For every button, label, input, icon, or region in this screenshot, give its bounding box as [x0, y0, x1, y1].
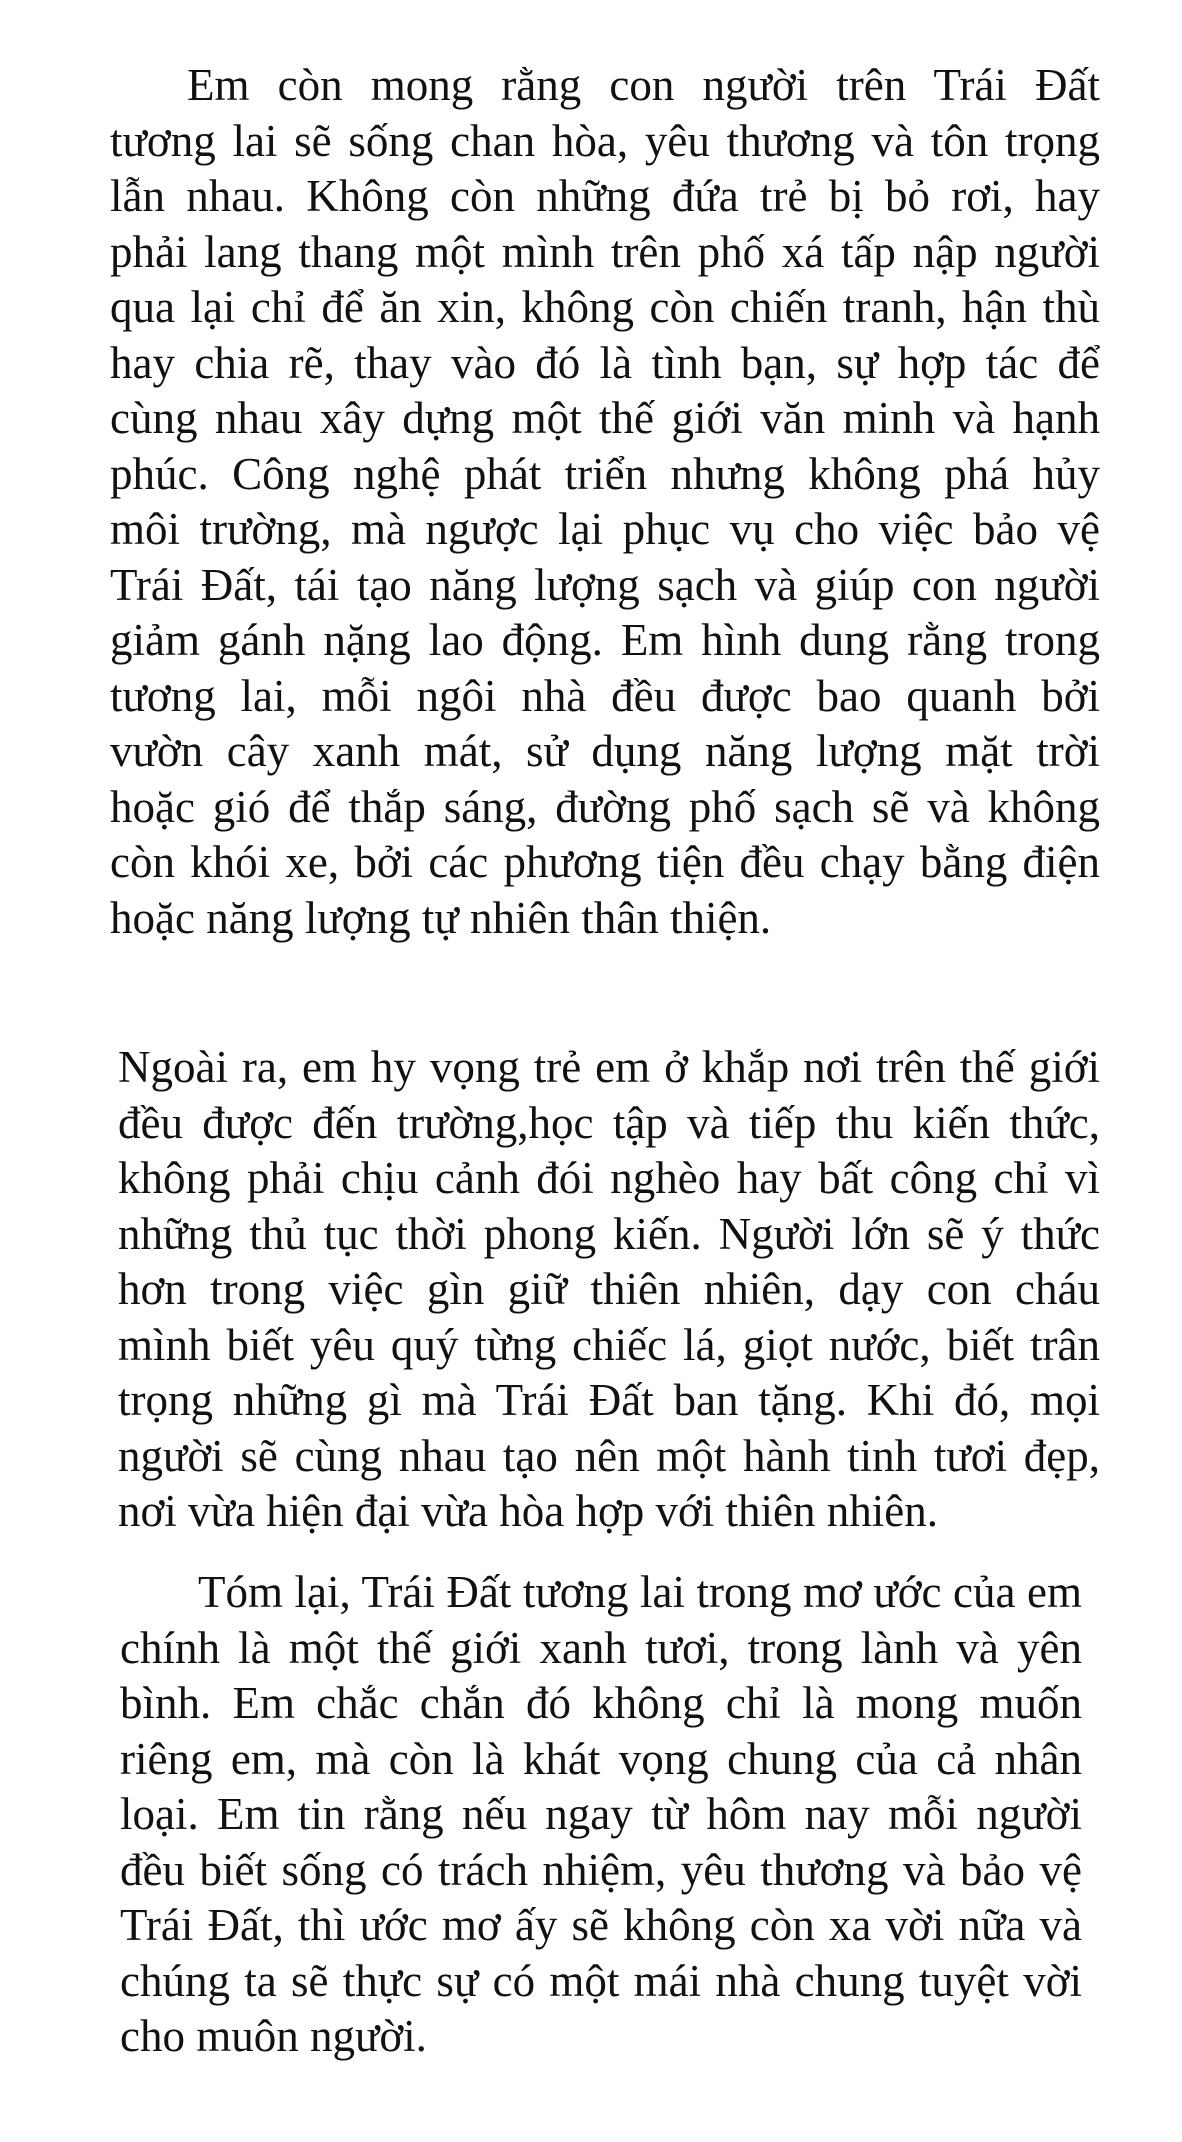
paragraph-children-education: [118, 1040, 1100, 1540]
text-line: qua lại chỉ để ăn xin, không còn chiến tranh, hận thù: [110, 282, 1100, 332]
text-line: đều biết sống có trách nhiệm, yêu thương và bảo vệ: [120, 1844, 1082, 1895]
text-line: chính là một thế giới xanh tươi, trong lành và yên: [120, 1622, 1082, 1673]
text-line: đều được đến trường,học tập và tiếp thu kiến thức,: [118, 1097, 1100, 1148]
text-line: Trái Đất, tái tạo năng lượng sạch và giúp con người: [110, 559, 1100, 610]
text-line: phải lang thang một mình trên phố xá tấp nập người: [110, 226, 1100, 277]
text-line: nơi vừa hiện đại vừa hòa hợp với thiên nhiên.: [118, 1486, 938, 1536]
text-line: lẫn nhau. Không còn những đứa trẻ bị bỏ rơi, hay: [110, 171, 1100, 221]
text-line: cho muôn người.: [120, 2011, 427, 2061]
text-line: tương lai, mỗi ngôi nhà đều được bao quanh bởi: [110, 670, 1100, 721]
text-line: vườn cây xanh mát, sử dụng năng lượng mặt trời: [110, 726, 1100, 776]
text-line: không phải chịu cảnh đói nghèo hay bất công chỉ vì: [118, 1153, 1100, 1203]
paragraph-future-people: [110, 58, 1100, 946]
text-line: Trái Đất, thì ước mơ ấy sẽ không còn xa vời nữa và: [120, 1900, 1082, 1950]
text-line: trọng những gì mà Trái Đất ban tặng. Khi đó, mọi: [118, 1375, 1100, 1425]
text-line: hay chia rẽ, thay vào đó là tình bạn, sự hợp tác để: [110, 337, 1100, 388]
text-line: Ngoài ra, em hy vọng trẻ em ở khắp nơi trên thế giới: [118, 1042, 1100, 1092]
text-line: Tóm lại, Trái Đất tương lai trong mơ ước của em: [198, 1567, 1082, 1617]
text-line: tương lai sẽ sống chan hòa, yêu thương và tôn trọng: [110, 115, 1100, 166]
text-line: chúng ta sẽ thực sự có một mái nhà chung tuyệt vời: [120, 1955, 1082, 2006]
text-line: môi trường, mà ngược lại phục vụ cho việc bảo vệ: [110, 504, 1100, 554]
text-line: bình. Em chắc chắn đó không chỉ là mong muốn: [120, 1678, 1082, 1728]
text-line: hoặc gió để thắp sáng, đường phố sạch sẽ và không: [110, 781, 1100, 832]
text-line: phúc. Công nghệ phát triển nhưng không phá hủy: [110, 448, 1100, 499]
text-line: Em còn mong rằng con người trên Trái Đất: [187, 60, 1100, 110]
text-line: mình biết yêu quý từng chiếc lá, giọt nước, biết trân: [118, 1319, 1100, 1370]
text-line: riêng em, mà còn là khát vọng chung của cả nhân: [120, 1733, 1082, 1784]
text-line: hoặc năng lượng tự nhiên thân thiện.: [110, 892, 772, 943]
text-line: người sẽ cùng nhau tạo nên một hành tinh tươi đẹp,: [118, 1430, 1100, 1481]
text-line: hơn trong việc gìn giữ thiên nhiên, dạy con cháu: [118, 1264, 1100, 1314]
text-line: loại. Em tin rằng nếu ngay từ hôm nay mỗi người: [120, 1789, 1082, 1839]
text-line: còn khói xe, bởi các phương tiện đều chạy bằng điện: [110, 837, 1100, 887]
text-line: cùng nhau xây dựng một thế giới văn minh và hạnh: [110, 393, 1100, 443]
text-line: giảm gánh nặng lao động. Em hình dung rằng trong: [110, 615, 1100, 665]
paragraph-conclusion: [120, 1565, 1082, 2065]
text-line: những thủ tục thời phong kiến. Người lớn sẽ ý thức: [118, 1208, 1100, 1259]
